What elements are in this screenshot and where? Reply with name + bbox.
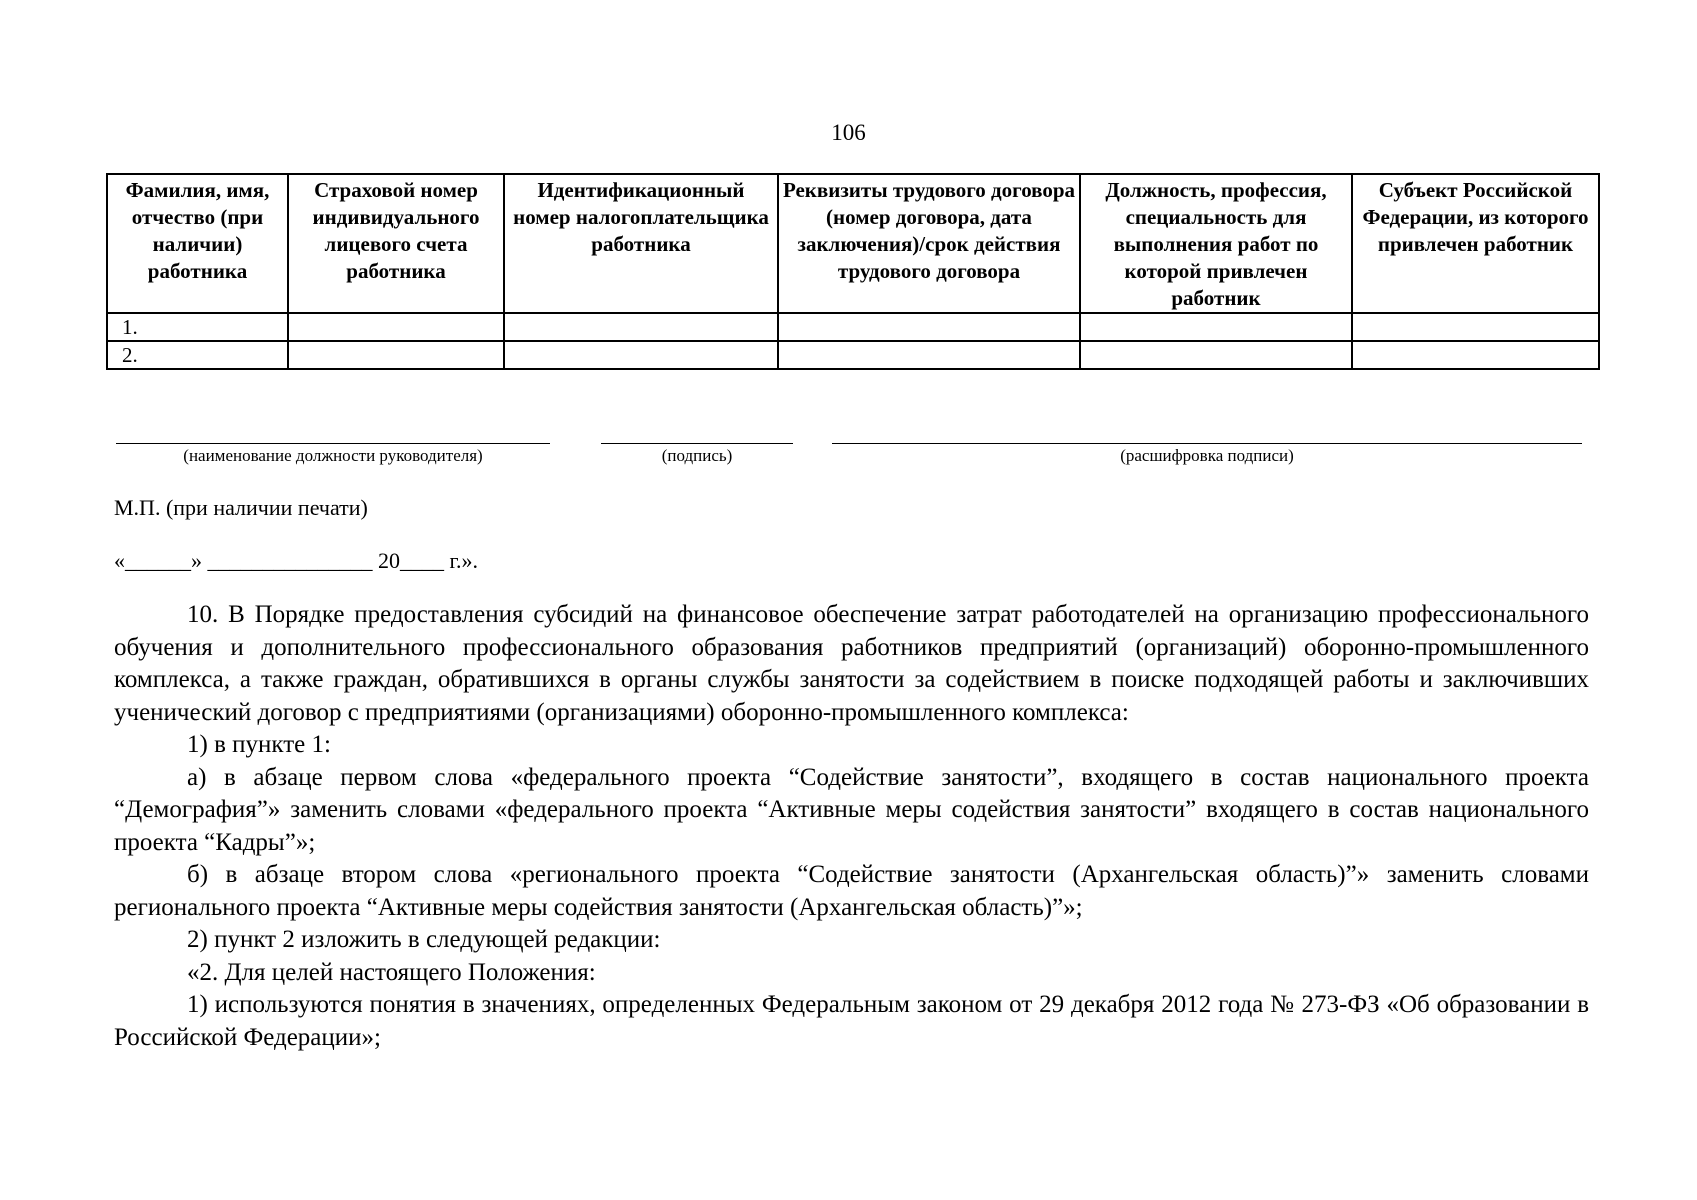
header-position: Должность, профессия, специальность для выполнения работ по которой привлечен работник	[1080, 174, 1352, 313]
table-cell	[504, 341, 778, 369]
position-caption: (наименование должности руководителя)	[183, 446, 483, 465]
header-region: Субъект Российской Федерации, из которого привлечен работник	[1352, 174, 1599, 313]
table-cell	[288, 341, 504, 369]
table-cell	[778, 341, 1080, 369]
amendment-text	[114, 599, 1589, 1054]
table-cell: 2.	[107, 341, 288, 369]
decoding-caption: (расшифровка подписи)	[1120, 446, 1294, 465]
position-signature-line	[116, 443, 550, 444]
table-row	[107, 341, 1599, 369]
table-cell	[504, 313, 778, 341]
paragraph: б) в абзаце втором слова «регионального проекта “Содействие занятости (Архангельская область)”» заменить словами регионального проекта “Активные меры содействия занятости (Архангельская область)”»;	[114, 861, 1589, 921]
header-inn: Идентификационный номер налогоплательщика работника	[504, 174, 778, 313]
table-cell	[778, 313, 1080, 341]
signature-caption: (подпись)	[661, 446, 733, 465]
paragraph: 1) используются понятия в значениях, определенных Федеральным законом от 29 декабря 2012 года № 273-ФЗ «Об образовании в Российской Федерации»;	[114, 991, 1589, 1051]
table-cell	[1080, 341, 1352, 369]
stamp-note: М.П. (при наличии печати)	[114, 495, 368, 520]
decoding-signature-line	[832, 443, 1582, 444]
paragraph: 10. В Порядке предоставления субсидий на финансовое обеспечение затрат работодателей на организацию профессионального обучения и дополнительного профессионального образования работников предприятий (организаций) оборонно-промышленного комплекса, а также граждан, обратившихся в органы службы занятости за содействием в поиске подходящей работы и заключивших ученический договор с предприятиями (организациями) оборонно-промышленного комплекса:	[114, 601, 1589, 726]
paragraph: «2. Для целей настоящего Положения:	[187, 958, 596, 986]
table-cell	[288, 313, 504, 341]
page-number: 106	[831, 120, 866, 145]
table-cell	[1352, 313, 1599, 341]
header-snils: Страховой номер индивидуального лицевого счета работника	[288, 174, 504, 313]
table-row	[107, 313, 1599, 341]
workers-table	[106, 173, 1600, 370]
table-cell: 1.	[107, 313, 288, 341]
table-cell	[1352, 341, 1599, 369]
header-contract-details: Реквизиты трудового договора (номер договора, дата заключения)/срок действия трудового договора	[778, 174, 1080, 313]
table-cell	[1080, 313, 1352, 341]
signature-line	[601, 443, 793, 444]
header-full-name: Фамилия, имя, отчество (при наличии) работника	[107, 174, 288, 313]
table-header-row	[107, 174, 1599, 313]
paragraph: 2) пункт 2 изложить в следующей редакции:	[187, 926, 661, 953]
paragraph: а) в абзаце первом слова «федерального проекта “Содействие занятости”, входящего в состав национального проекта “Демография”» заменить словами «федерального проекта “Активные меры содействия занятости” входящего в состав национального проекта “Кадры”»;	[114, 763, 1589, 856]
date-line: «______» _______________ 20____ г.».	[114, 548, 479, 573]
paragraph: 1) в пункте 1:	[187, 731, 331, 758]
